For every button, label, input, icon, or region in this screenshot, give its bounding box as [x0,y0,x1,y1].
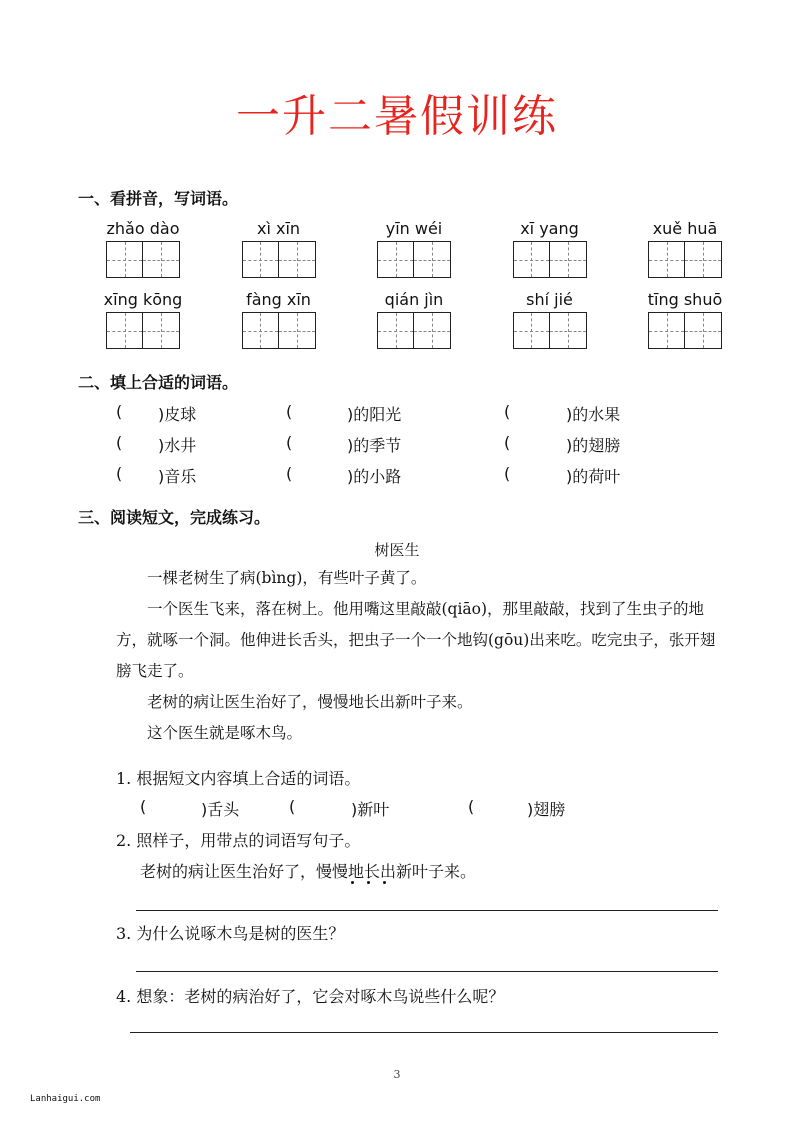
answer-line[interactable] [136,910,718,911]
pinyin-row-1 [104,219,724,278]
fill-blank-item[interactable]: )的小路 [347,467,402,486]
pinyin-item [511,219,589,278]
fill-blank-item[interactable]: )的季节 [347,436,402,455]
fill-blank-item[interactable]: )音乐 [158,467,197,486]
fill-blank-item[interactable]: )的水果 [566,405,621,424]
page-number: 3 [393,1068,401,1081]
pinyin-row-2 [104,290,724,349]
fill-blank-item[interactable]: )翅膀 [527,800,566,819]
pinyin-label: xī yang [520,219,579,238]
writing-boxes[interactable] [240,241,318,278]
pinyin-label: xì xīn [256,219,301,238]
passage-paragraph: 这个医生就是啄木鸟。 [147,724,303,742]
emphasis-dot [383,881,386,884]
passage-title: 树医生 [374,541,420,559]
writing-boxes[interactable] [240,312,318,349]
writing-boxes[interactable] [104,312,182,349]
writing-boxes[interactable] [375,312,453,349]
writing-boxes[interactable] [375,241,453,278]
paren-open: ( [468,797,475,816]
passage [116,563,720,749]
paren-open: ( [504,402,511,421]
paren-open: ( [504,464,511,483]
paren-open: ( [286,433,293,452]
pinyin-label: fàng xīn [246,290,311,309]
writing-boxes[interactable] [511,241,589,278]
writing-boxes[interactable] [646,312,724,349]
question-2: 2. 照样子，用带点的词语写句子。 [116,831,361,850]
pinyin-item [240,219,318,278]
paren-open: ( [504,433,511,452]
writing-boxes[interactable] [646,241,724,278]
paren-open: ( [116,464,123,483]
paren-open: ( [116,433,123,452]
pinyin-label: qián jìn [384,290,444,309]
section3-heading: 三、阅读短文，完成练习。 [78,508,271,527]
passage-paragraph: 一个医生飞来，落在树上。他用嘴这里敲敲(qiāo)，那里敲敲，找到了生虫子的地方，就啄一个洞。他伸进长舌头，把虫子一个一个地钩(gōu)出来吃。吃完虫子，张开翅膀飞走了。 [116,600,716,680]
answer-line[interactable] [136,971,718,972]
fill-blank-item[interactable]: )的阳光 [347,405,402,424]
page-title: 一升二暑假训练 [236,91,558,142]
paren-open: ( [286,464,293,483]
fill-blank-item[interactable]: )的荷叶 [566,467,621,486]
paren-open: ( [289,797,296,816]
pinyin-label: tīng shuō [647,290,723,309]
question-4: 4. 想象：老树的病治好了，它会对啄木鸟说些什么呢？ [116,987,505,1006]
footer-watermark: Lanhaigui.com [30,1094,101,1104]
pinyin-item [646,290,724,349]
pinyin-item [511,290,589,349]
paren-open: ( [286,402,293,421]
pinyin-item [104,219,182,278]
writing-boxes[interactable] [511,312,589,349]
example-sentence: 老树的病让医生治好了，慢慢地长出新叶子来。 [140,862,477,881]
question-3: 3. 为什么说啄木鸟是树的医生？ [116,924,345,943]
paren-open: ( [116,402,123,421]
fill-blank-item[interactable]: )皮球 [158,405,197,424]
fill-blank-item[interactable]: )水井 [158,436,197,455]
passage-paragraph: 一棵老树生了病(bìng)，有些叶子黄了。 [147,569,427,587]
section1-heading: 一、看拼音，写词语。 [78,189,239,208]
pinyin-item [240,290,318,349]
writing-boxes[interactable] [104,241,182,278]
fill-blank-item[interactable]: )舌头 [201,800,240,819]
question-1: 1. 根据短文内容填上合适的词语。 [116,769,361,788]
pinyin-label: yīn wéi [385,219,443,238]
emphasis-dot [351,881,354,884]
fill-blank-item[interactable]: )的翅膀 [566,436,621,455]
fill-blank-item[interactable]: )新叶 [351,800,390,819]
pinyin-label: xuě huā [652,219,718,238]
pinyin-item [646,219,724,278]
pinyin-label: zhǎo dào [106,219,180,238]
paren-open: ( [140,797,147,816]
pinyin-item [375,219,453,278]
pinyin-item [375,290,453,349]
section2-heading: 二、填上合适的词语。 [78,373,239,392]
answer-line[interactable] [130,1032,718,1033]
pinyin-label: xīng kōng [103,290,183,309]
passage-paragraph: 老树的病让医生治好了，慢慢地长出新叶子来。 [147,693,473,711]
pinyin-label: shí jié [526,290,573,309]
pinyin-item [104,290,182,349]
emphasis-dot [367,881,370,884]
